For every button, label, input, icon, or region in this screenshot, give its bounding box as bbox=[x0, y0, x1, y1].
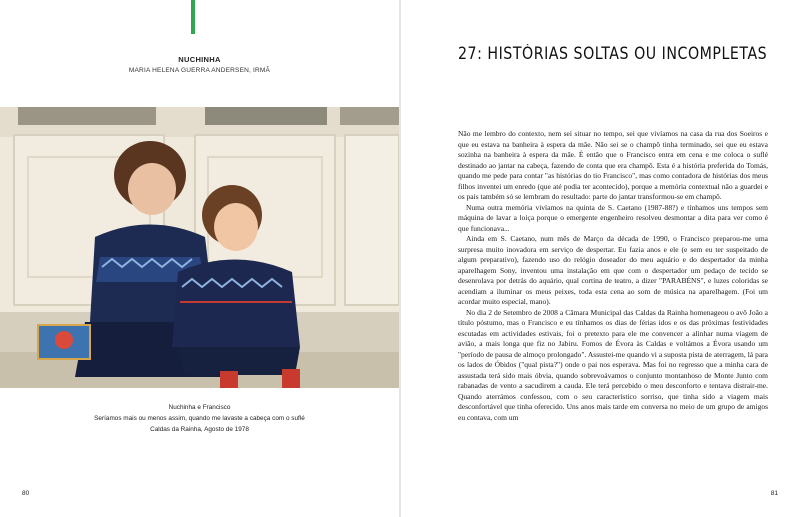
accent-bar bbox=[191, 0, 195, 34]
photo-caption-text: Seríamos mais ou menos assim, quando me lavaste a cabeça com o suflé bbox=[94, 415, 305, 422]
left-page bbox=[0, 0, 399, 517]
photo-caption-title: Nuchinha e Francisco bbox=[168, 404, 231, 411]
caption-name: NUCHINHA bbox=[178, 55, 221, 64]
paragraph: Ainda em S. Caetano, num mês de Março da década de 1990, o Francisco preparou-me uma surpresa muito inovadora em serviço de despertar. Eu fazia anos e ele (e sem eu ter suspeitado de algum preparativo), fazendo uso do relógio doseador do meu aquário e do despertador da minha aparelhagem Sony, inventou uma instalação em que com o despertador um pedaço de tecido se desenrolava por detrás do aquário, qual cortina de teatro, a dizer "PARABÉNS", e luzes coloridas se acendiam a iluminar os meus peixes, toda esta cena ao som de música na aparelhagem. (Foi um acordar muito especial, mano). bbox=[458, 234, 768, 306]
paragraph: Numa outra memória vivíamos na quinta de S. Caetano (1987-88?) e tínhamos uns tempos sem máquina de lavar a loiça porque o emergente engenheiro resolveu desmontar a dita para ver como é que funcionava... bbox=[458, 202, 768, 233]
page-number-right: 81 bbox=[770, 490, 778, 497]
paragraph: No dia 2 de Setembro de 2008 a Câmara Municipal das Caldas da Rainha homenageou o avô João a título póstumo, mas o Francisco e eu tínhamos os dias de férias idos e os das próximas festividades escutadas em actividades estivais, foi o pretexto para ele me convencer a alinhar numa viagem de avião, a mais longa que fiz no Jabiru. Fomos de Évora às Caldas e voltámos a Évora usando um "período de pausa de almoço prolongado". Assustei-me quando vi a suposta pista de aterragem, lá para os lados de Óbidos ("qual pista?") onde o pai nos esperava. Mas foi no regresso que a minha cara de assustada terá sido mais óbvia, quando sobrevoávamos o conjunto montanhoso de Monte Junto com rabanadas de vento a sacudirem a cauda. Ele terá percebido o meu desconforto e tentava distrair-me. Quando aterrámos confessou, com o seu característico sorriso, que tinha sido a viagem mais desconfortável que tinha oferecido. Uns anos mais tarde em conversa no meio de um grupo de amigos eu contava, com um bbox=[458, 307, 768, 422]
paragraph: Não me lembro do contexto, nem sei situar no tempo, sei que vivíamos na casa da rua dos Soeiros e que eu estava na banheira à espera da mãe. Não sei se o champô tinha terminado, sei que eu estava sozinha na banheira à espera da mãe. É então que o Francisco entra em cena e me coloca o suflé destinado ao jantar na cabeça, fazendo de conta que era champô. Esta é a história preferida do Tomás, quando me pede para contar "as histórias do tio Francisco", mas como contadora de histórias dos meus filhos inventei um enredo (que até podia ter acontecido), porque a memória contextual não a guardei e os pais também só se lembram do resultado: parte do jantar transformou-se em champô. bbox=[458, 129, 768, 201]
chapter-title: 27: HISTÓRIAS SOLTAS OU INCOMPLETAS bbox=[458, 44, 768, 63]
right-page bbox=[401, 0, 800, 517]
page-number-left: 80 bbox=[22, 490, 30, 497]
body-text bbox=[458, 129, 768, 423]
family-photo bbox=[0, 107, 399, 388]
photo-caption-place-date: Caldas da Rainha, Agosto de 1978 bbox=[150, 426, 249, 433]
photo-caption bbox=[0, 402, 399, 435]
caption-subtitle: MARIA HELENA GUERRA ANDERSEN, IRMÃ bbox=[128, 67, 271, 74]
